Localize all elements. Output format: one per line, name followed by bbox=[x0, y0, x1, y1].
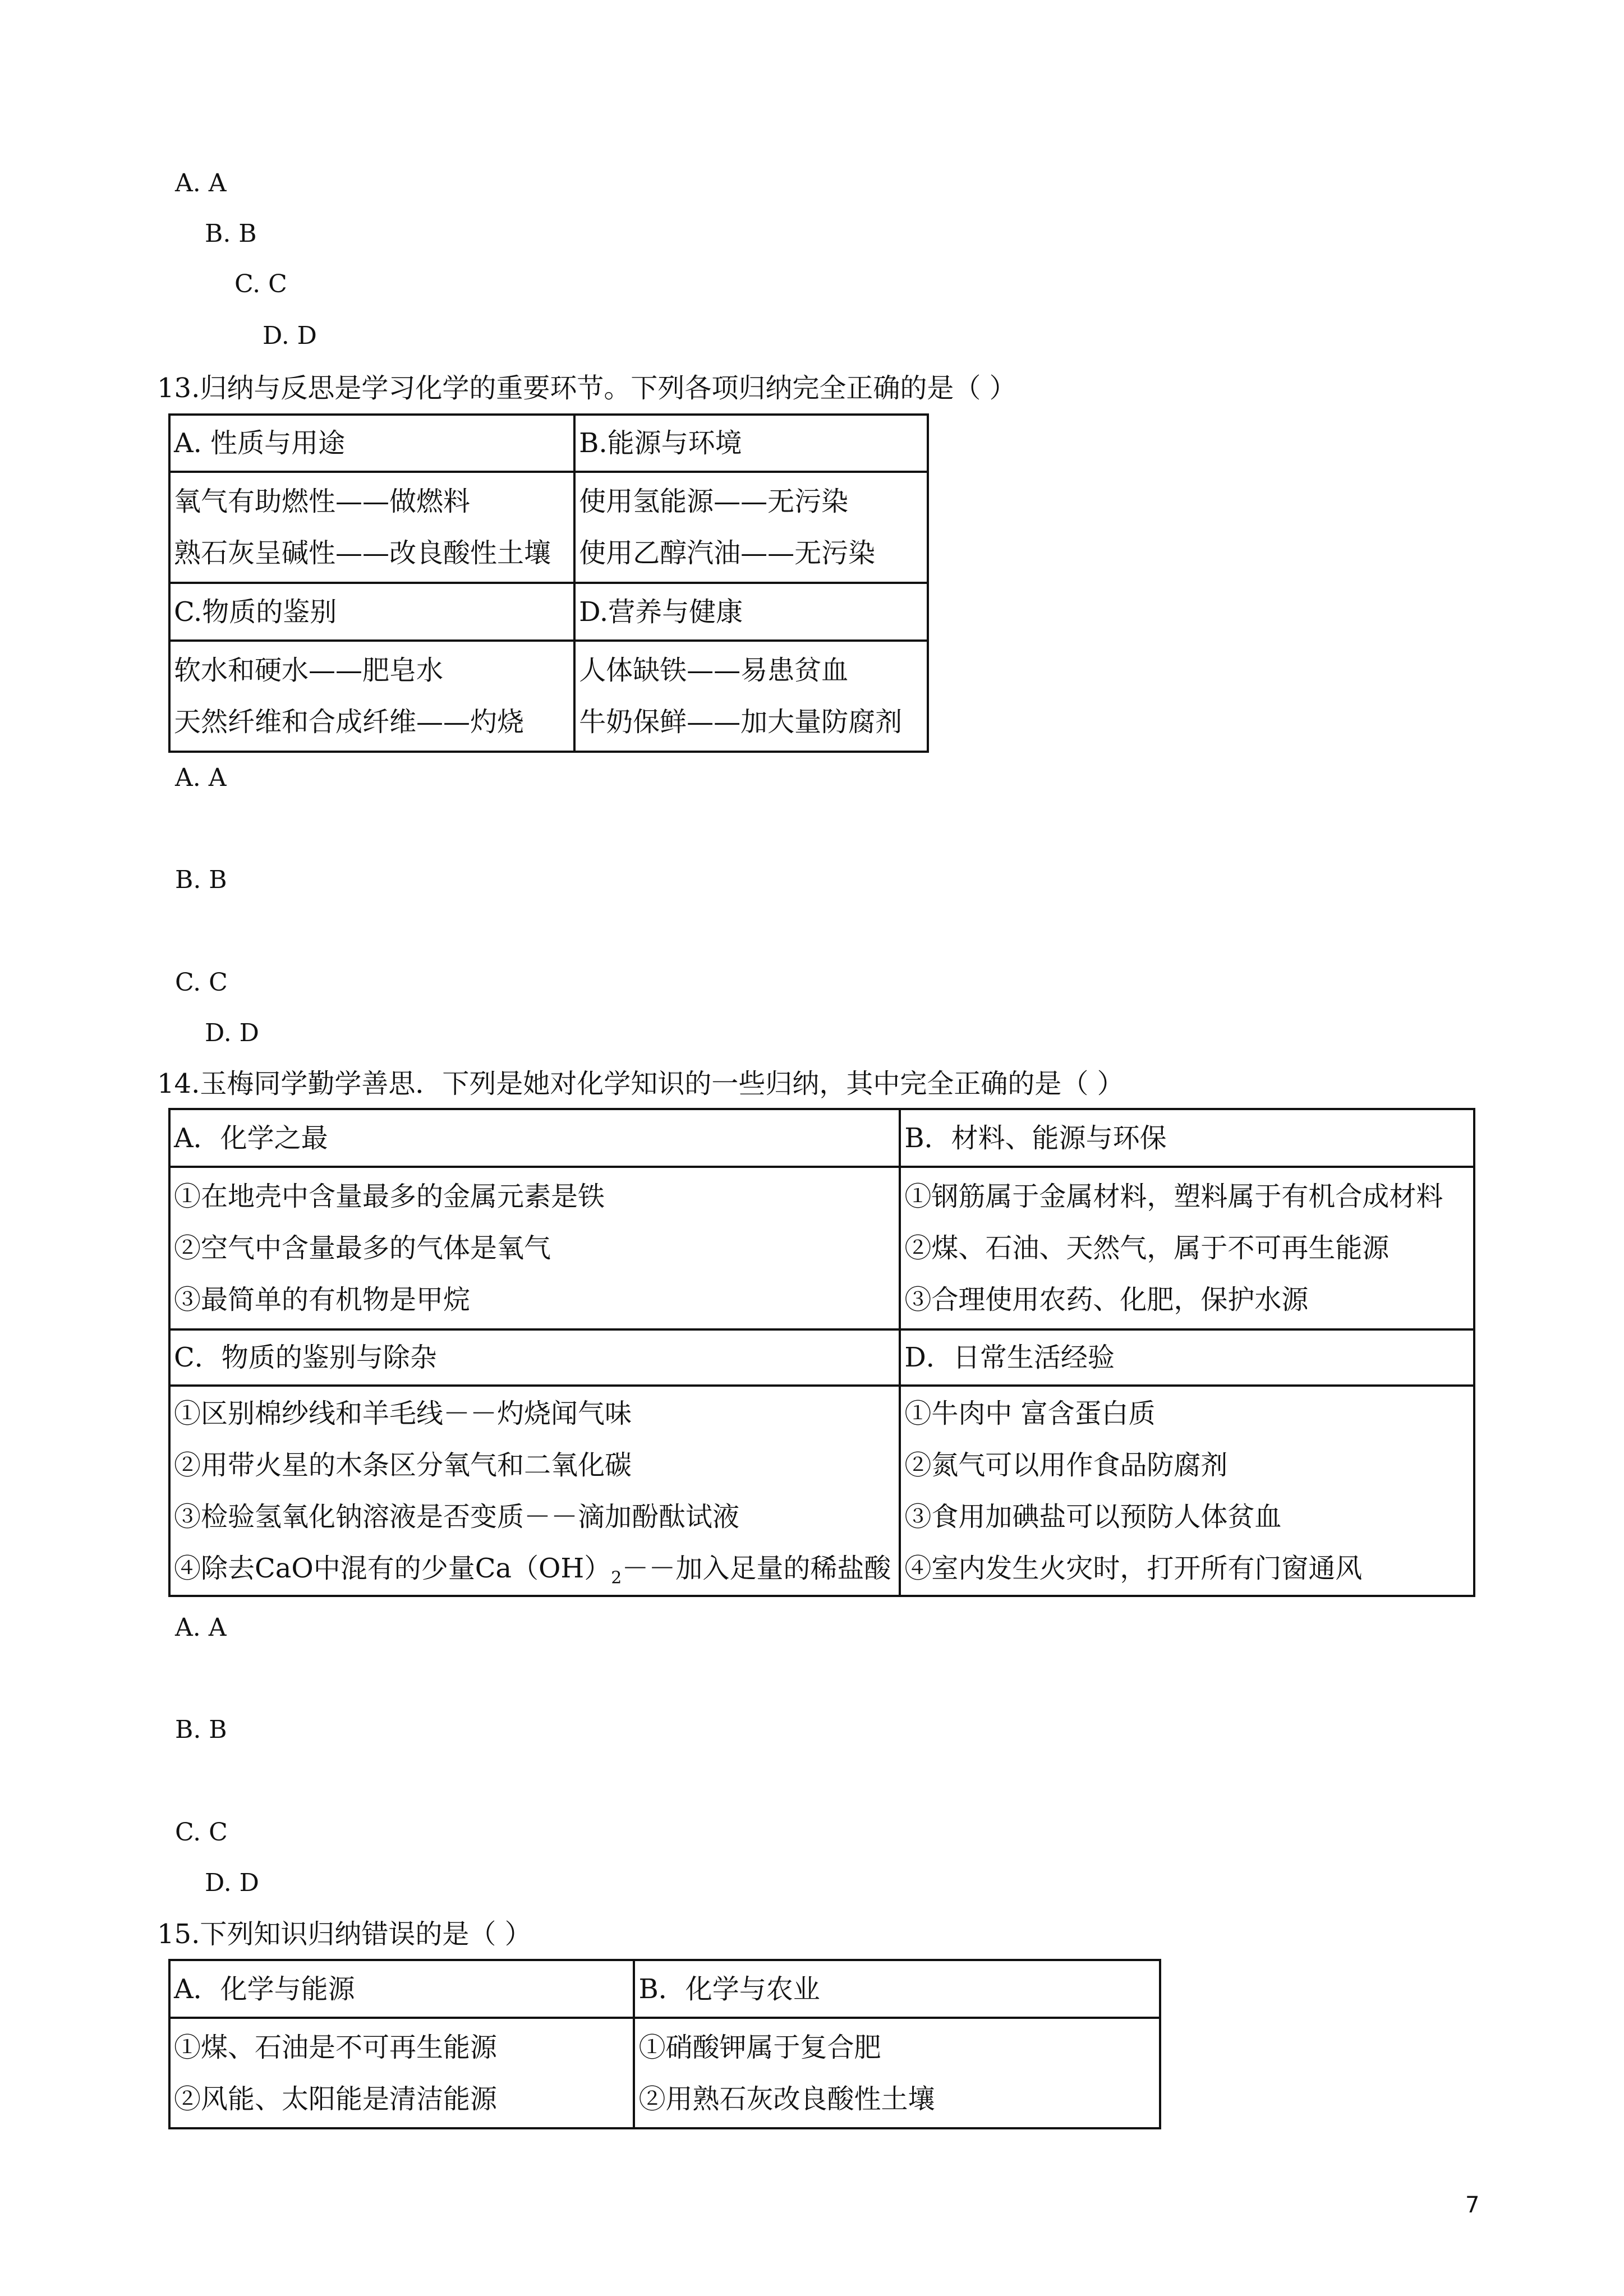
q14-b-line-1: ①钢筋属于金属材料，塑料属于有机合成材料 bbox=[904, 1181, 1443, 1212]
q14-cell-d-head: D．日常生活经验 bbox=[900, 1329, 1474, 1386]
q13-c-line-1: 软水和硬水——肥皂水 bbox=[174, 654, 444, 686]
q14-option-b: B. B bbox=[175, 1715, 227, 1744]
q13-d-line-1: 人体缺铁——易患贫血 bbox=[579, 654, 849, 686]
q14-cell-b-head: B．材料、能源与环保 bbox=[900, 1109, 1474, 1167]
q14-cell-a-body bbox=[169, 1167, 900, 1329]
q13-cell-a-body bbox=[169, 472, 574, 583]
q14-b-line-3: ③合理使用农药、化肥，保护水源 bbox=[904, 1284, 1309, 1315]
q14-question: 14.玉梅同学勤学善思．下列是她对化学知识的一些归纳，其中完全正确的是（ ） bbox=[157, 1068, 1124, 1099]
q15-b-line-2: ②用熟石灰改良酸性土壤 bbox=[638, 2083, 935, 2115]
q13-option-c: C. C bbox=[175, 968, 228, 997]
q14-option-c: C. C bbox=[175, 1818, 228, 1847]
q13-option-d: D. D bbox=[205, 1019, 259, 1047]
q13-option-b: B. B bbox=[175, 866, 227, 894]
q14-cell-b-body bbox=[900, 1167, 1474, 1329]
q13-d-line-2: 牛奶保鲜——加大量防腐剂 bbox=[579, 706, 903, 738]
q14-c-line-1: ①区别棉纱线和羊毛线－－灼烧闻气味 bbox=[174, 1397, 632, 1429]
q14-cell-d-body bbox=[900, 1386, 1474, 1596]
q13-question: 13.归纳与反思是学习化学的重要环节。下列各项归纳完全正确的是（ ） bbox=[157, 372, 1016, 404]
q13-cell-c-body bbox=[169, 641, 574, 752]
q14-option-a: A. A bbox=[175, 1613, 227, 1642]
q12-option-b: B. B bbox=[205, 219, 257, 248]
q15-b-line-1: ①硝酸钾属于复合肥 bbox=[638, 2031, 881, 2063]
q14-a-line-3: ③最简单的有机物是甲烷 bbox=[174, 1284, 471, 1315]
q13-cell-a-head: A. 性质与用途 bbox=[169, 415, 574, 472]
q14-a-line-1: ①在地壳中含量最多的金属元素是铁 bbox=[174, 1181, 605, 1212]
q15-a-line-2: ②风能、太阳能是清洁能源 bbox=[174, 2083, 498, 2115]
q13-a-line-2: 熟石灰呈碱性——改良酸性土壤 bbox=[174, 537, 551, 569]
q15-cell-a-head: A．化学与能源 bbox=[169, 1960, 634, 2018]
q15-table bbox=[168, 1959, 1161, 2129]
q13-cell-d-head: D.营养与健康 bbox=[574, 583, 928, 640]
q14-d-line-4: ④室内发生火灾时，打开所有门窗通风 bbox=[904, 1552, 1363, 1584]
q14-c-line-2: ②用带火星的木条区分氧气和二氧化碳 bbox=[174, 1449, 632, 1481]
q13-cell-b-body bbox=[574, 472, 928, 583]
q13-cell-d-body bbox=[574, 641, 928, 752]
page-number: 7 bbox=[1465, 2192, 1480, 2218]
q14-table bbox=[168, 1108, 1475, 1597]
q13-b-line-2: 使用乙醇汽油——无污染 bbox=[579, 537, 876, 569]
q14-d-line-2: ②氮气可以用作食品防腐剂 bbox=[904, 1449, 1228, 1481]
q14-option-d: D. D bbox=[205, 1869, 259, 1897]
q14-cell-c-head: C．物质的鉴别与除杂 bbox=[169, 1329, 900, 1386]
q13-option-a: A. A bbox=[175, 763, 227, 792]
q13-cell-c-head: C.物质的鉴别 bbox=[169, 583, 574, 640]
q12-option-c: C. C bbox=[234, 270, 287, 298]
q14-c-line-4: ④除去CaO中混有的少量$Ca(OH)_2--$加入足量的稀盐酸 bbox=[174, 1552, 891, 1588]
q15-question: 15.下列知识归纳错误的是（ ） bbox=[157, 1918, 532, 1950]
q13-cell-b-head: B.能源与环境 bbox=[574, 415, 928, 472]
q14-d-line-1: ①牛肉中 富含蛋白质 bbox=[904, 1397, 1156, 1429]
q15-cell-b-body bbox=[634, 2018, 1160, 2128]
q15-cell-b-head: B．化学与农业 bbox=[634, 1960, 1160, 2018]
q13-b-line-1: 使用氢能源——无污染 bbox=[579, 486, 849, 518]
q14-d-line-3: ③食用加碘盐可以预防人体贫血 bbox=[904, 1501, 1282, 1533]
q12-option-a: A. A bbox=[175, 169, 227, 197]
q13-table bbox=[168, 413, 929, 753]
q13-a-line-1: 氧气有助燃性——做燃料 bbox=[174, 486, 471, 518]
q13-c-line-2: 天然纤维和合成纤维——灼烧 bbox=[174, 706, 525, 738]
q14-cell-a-head: A．化学之最 bbox=[169, 1109, 900, 1167]
q14-cell-c-body bbox=[169, 1386, 900, 1596]
q15-a-line-1: ①煤、石油是不可再生能源 bbox=[174, 2031, 498, 2063]
q15-cell-a-body bbox=[169, 2018, 634, 2128]
q14-c-line-3: ③检验氢氧化钠溶液是否变质－－滴加酚酞试液 bbox=[174, 1501, 740, 1533]
q14-a-line-2: ②空气中含量最多的气体是氧气 bbox=[174, 1232, 551, 1264]
q14-b-line-2: ②煤、石油、天然气，属于不可再生能源 bbox=[904, 1232, 1390, 1264]
q12-option-d: D. D bbox=[263, 321, 317, 350]
